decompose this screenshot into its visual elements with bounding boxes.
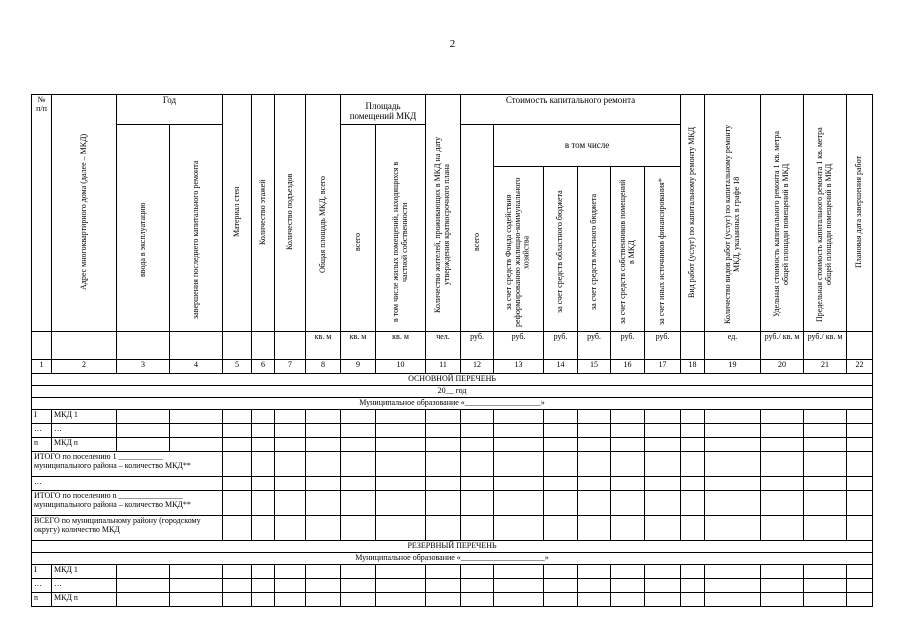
unit-local: руб. (578, 332, 611, 360)
row-name: МКД n (52, 438, 117, 452)
table-row (32, 491, 873, 516)
unit-premises-private: кв. м (376, 332, 426, 360)
unit-regional: руб. (544, 332, 578, 360)
header-year-commission: ввода в эксплуатацию (117, 125, 170, 332)
header-floors: Количество этажей (252, 95, 275, 332)
row-num: n (32, 593, 52, 607)
dots-row: … (32, 477, 223, 491)
unit-other: руб. (645, 332, 681, 360)
total-settlement-n: ИТОГО по поселению n ________________ муниципального района – количество МКД** (32, 491, 223, 516)
unit-premises-total: кв. м (341, 332, 376, 360)
table-row (32, 477, 873, 491)
col-number: 15 (578, 360, 611, 374)
header-total-area: Общая площадь МКД, всего (306, 95, 341, 332)
row-name: МКД 1 (52, 410, 117, 424)
header-local: за счет средств местного бюджета (578, 166, 611, 332)
municipality-line-reserve: Муниципальное образование «_____________________» (32, 553, 873, 565)
header-address: Адрес многоквартирного дома (далее – МКД) (52, 95, 117, 332)
col-number: 8 (306, 360, 341, 374)
col-number: 2 (52, 360, 117, 374)
col-number: 4 (170, 360, 223, 374)
table-row (32, 593, 873, 607)
header-other: за счет иных источников финансирования* (645, 166, 681, 332)
col-number: 16 (611, 360, 645, 374)
table-row (32, 565, 873, 579)
table-row (32, 438, 873, 452)
reserve-list-title: РЕЗЕРВНЫЙ ПЕРЕЧЕНЬ (32, 541, 873, 553)
header-num: № п/п (32, 95, 52, 332)
row-num: I (32, 410, 52, 424)
col-number: 20 (761, 360, 804, 374)
header-unit-cost: Удельная стоимость капитального ремонта 1 кв. метра общей площади помещений в МКД (761, 95, 804, 332)
col-number: 21 (804, 360, 847, 374)
row-num: I (32, 565, 52, 579)
row-num: … (32, 424, 52, 438)
col-number: 3 (117, 360, 170, 374)
col-number: 14 (544, 360, 578, 374)
header-premises-area: Площадь помещений МКД (341, 95, 426, 125)
unit-max-cost: руб./ кв. м (804, 332, 847, 360)
header-cost: Стоимость капитального ремонта (461, 95, 681, 125)
col-number: 19 (705, 360, 761, 374)
header-max-cost: Предельная стоимость капитального ремонта 1 кв. метра общей площади помещений в МКД (804, 95, 847, 332)
unit-unit-cost: руб./ кв. м (761, 332, 804, 360)
header-residents: Количество жителей, проживающих в МКД на дату утверждения краткосрочного плана (426, 95, 461, 332)
header-entrances: Количество подъездов (275, 95, 306, 332)
header-cost-total: всего (461, 125, 494, 332)
header-incl: в том числе (494, 125, 681, 167)
col-number: 5 (223, 360, 252, 374)
header-premises-private: в том числе жилых помещений, находящихся в частной собственности (376, 125, 426, 332)
row-num: … (32, 579, 52, 593)
header-year: Год (117, 95, 223, 125)
table-row (32, 410, 873, 424)
header-wall-material: Материал стен (223, 95, 252, 332)
unit-cost-total: руб. (461, 332, 494, 360)
table-row (32, 452, 873, 477)
total-settlement-1: ИТОГО по поселению 1 ___________ муниципального района – количество МКД** (32, 452, 223, 477)
header-year-last-repair: завершения последнего капитального ремонта (170, 125, 223, 332)
col-number: 1 (32, 360, 52, 374)
col-number: 9 (341, 360, 376, 374)
col-number: 12 (461, 360, 494, 374)
row-name: … (52, 424, 117, 438)
header-premises-total: всего (341, 125, 376, 332)
col-number: 18 (681, 360, 705, 374)
table-row (32, 579, 873, 593)
col-number: 11 (426, 360, 461, 374)
table-row (32, 516, 873, 541)
page-number: 2 (449, 38, 456, 50)
col-number: 10 (376, 360, 426, 374)
main-list-title: ОСНОВНОЙ ПЕРЕЧЕНЬ (32, 374, 873, 386)
header-regional: за счет средств областного бюджета (544, 166, 578, 332)
col-number: 7 (275, 360, 306, 374)
municipality-line: Муниципальное образование «___________________» (32, 398, 873, 410)
header-work-count: Количество видов работ (услуг) по капитальному ремонту МКД, указанных в графе 18 (705, 95, 761, 332)
unit-fund: руб. (494, 332, 544, 360)
row-name: … (52, 579, 117, 593)
row-name: МКД 1 (52, 565, 117, 579)
col-number: 6 (252, 360, 275, 374)
header-plan-date: Плановая дата завершения работ (847, 95, 873, 332)
col-number: 17 (645, 360, 681, 374)
header-work-type: Вид работ (услуг) по капитальному ремонту МКД (681, 95, 705, 332)
unit-total-area: кв. м (306, 332, 341, 360)
table-row (32, 424, 873, 438)
row-num: n (32, 438, 52, 452)
row-name: МКД n (52, 593, 117, 607)
year-line: 20__ год (32, 386, 873, 398)
capital-repair-table (31, 94, 873, 607)
col-number: 13 (494, 360, 544, 374)
header-owners: за счет средств собственников помещений в МКД (611, 166, 645, 332)
col-number: 22 (847, 360, 873, 374)
unit-owners: руб. (611, 332, 645, 360)
unit-residents: чел. (426, 332, 461, 360)
unit-work-count: ед. (705, 332, 761, 360)
grand-total: ВСЕГО по муниципальному району (городскому округу) количество МКД (32, 516, 223, 541)
header-fund: за счет средств Фонда содействия реформированию жилищно-коммунального хозяйства (494, 166, 544, 332)
